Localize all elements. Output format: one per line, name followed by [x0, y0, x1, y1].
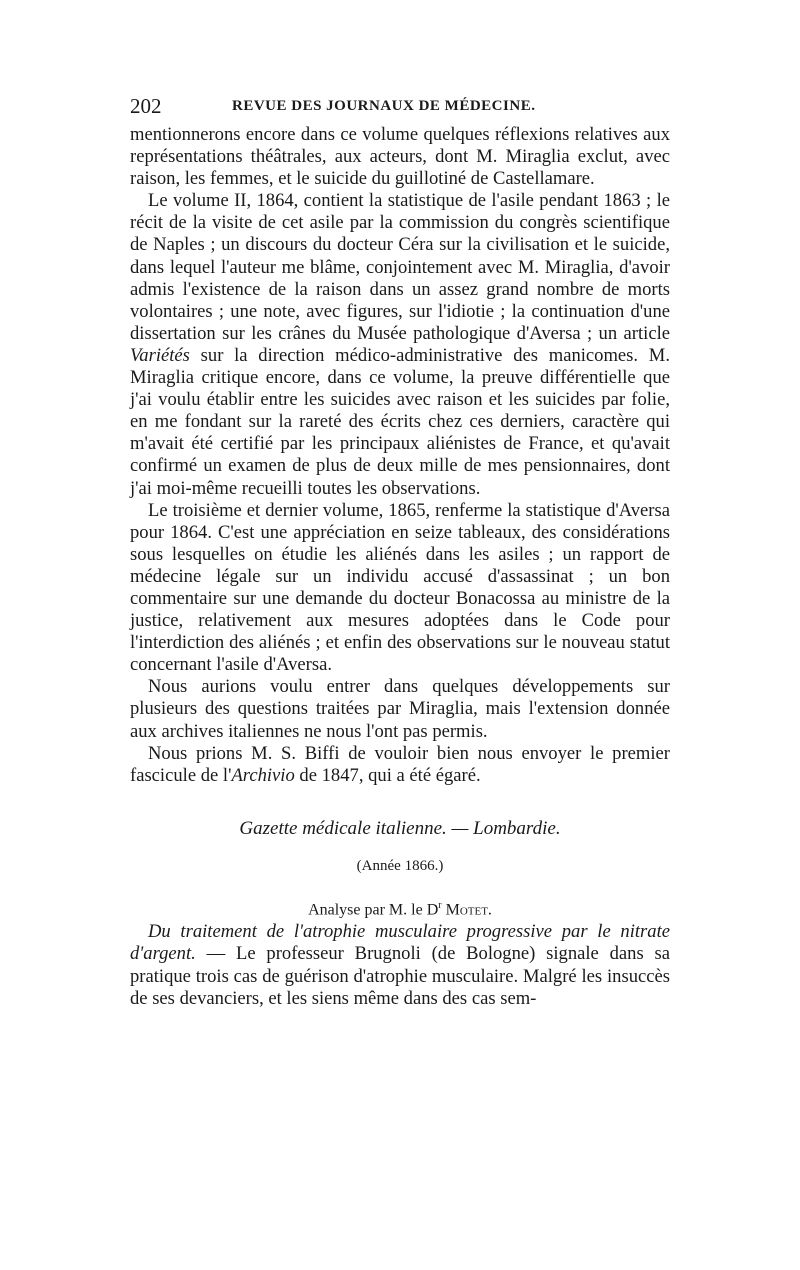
article-title: Du traitement de l'atrophie musculaire progressive par le nitrate d'argent. [130, 921, 670, 965]
page [130, 92, 670, 1010]
analysis-prefix: Analyse par M. le D [308, 901, 439, 919]
paragraph-1-text: mentionnerons encore dans ce volume quelques réflexions relatives aux représentations théâtrales, aux acteurs, dont M. Miraglia exclut, avec raison, les femmes, et le suicide du guillotiné de Castellamare. [130, 124, 670, 190]
article-text: — Le professeur Brugnoli (de Bologne) signale dans sa pratique trois cas de guérison d'atrophie musculaire. Malgré les insuccès de ses devanciers, et les siens même dans des cas sem- [130, 943, 670, 1009]
body-text [130, 124, 670, 1010]
journal-year: (Année 1866.) [356, 857, 444, 874]
paragraph-2-em: Variétés [130, 344, 190, 366]
page-header [130, 92, 670, 124]
analysis-sup: r [438, 899, 442, 911]
paragraph-4-text: Nous aurions voulu entrer dans quelques développements sur plusieurs des questions traitées par Miraglia, mais l'extension donnée aux archives italiennes ne nous l'ont pas permis. [130, 676, 670, 742]
paragraph-3 [130, 500, 670, 677]
paragraph-5-text: Nous prions M. S. Biffi de vouloir bien nous envoyer le premier fascicule de l' [130, 742, 670, 786]
paragraph-5 [130, 743, 670, 787]
paragraph-4 [130, 676, 670, 742]
page-number: 202 [130, 94, 162, 118]
running-title: REVUE DES JOURNAUX DE MÉDECINE. [232, 98, 536, 114]
paragraph-3-text: Le troisième et dernier volume, 1865, renferme la statistique d'Aversa pour 1864. C'est une appréciation en seize tableaux, des considérations sous lesquelles on étudie les aliénés dans les asiles ; un rapport de médecine légale sur un individu accusé d'assassinat ; un bon commentaire sur une demande du docteur Bonacossa au ministre de la justice, relativement aux mesures adoptées dans le Code pour l'interdiction des aliénés ; et enfin des observations sur le nouveau statut concernant l'asile d'Aversa. [130, 499, 670, 676]
journal-section-title: Gazette médicale italienne. — Lombardie. [239, 817, 561, 839]
paragraph-5-text-after: de 1847, qui a été égaré. [294, 764, 481, 786]
analysis-name: Motet. [445, 901, 492, 919]
article-paragraph [130, 921, 670, 1009]
paragraph-5-em: Archivio [231, 764, 295, 786]
analysis-byline [130, 895, 670, 921]
paragraph-2-text-after: sur la direction médico-administrative des manicomes. M. Miraglia critique encore, dans ce volume, la preuve différentielle que j'ai voulu établir entre les suicides avec raison et les suicides par folie, en me fondant sur la rareté des écrits chez ces derniers, caractère qui m'avait été certifié par les principaux aliénistes de France, et qu'avait confirmé un examen de plus de deux mille de mes pensionnaires, dont j'ai moi-même recueilli toutes les observations. [130, 344, 670, 499]
paragraph-1 [130, 124, 670, 190]
paragraph-2-text: Le volume II, 1864, contient la statistique de l'asile pendant 1863 ; le récit de la visite de cet asile par la commission du congrès scientifique de Naples ; un discours du docteur Céra sur la civilisation et le suicide, dans lequel l'auteur me blâme, conjointement avec M. Miraglia, d'avoir admis l'existence de la raison dans un assez grand nombre de morts volontaires ; une note, avec figures, sur l'idiotie ; la continuation d'une dissertation sur les crânes du Musée pathologique d'Aversa ; un article [130, 190, 670, 344]
paragraph-2 [130, 190, 670, 499]
